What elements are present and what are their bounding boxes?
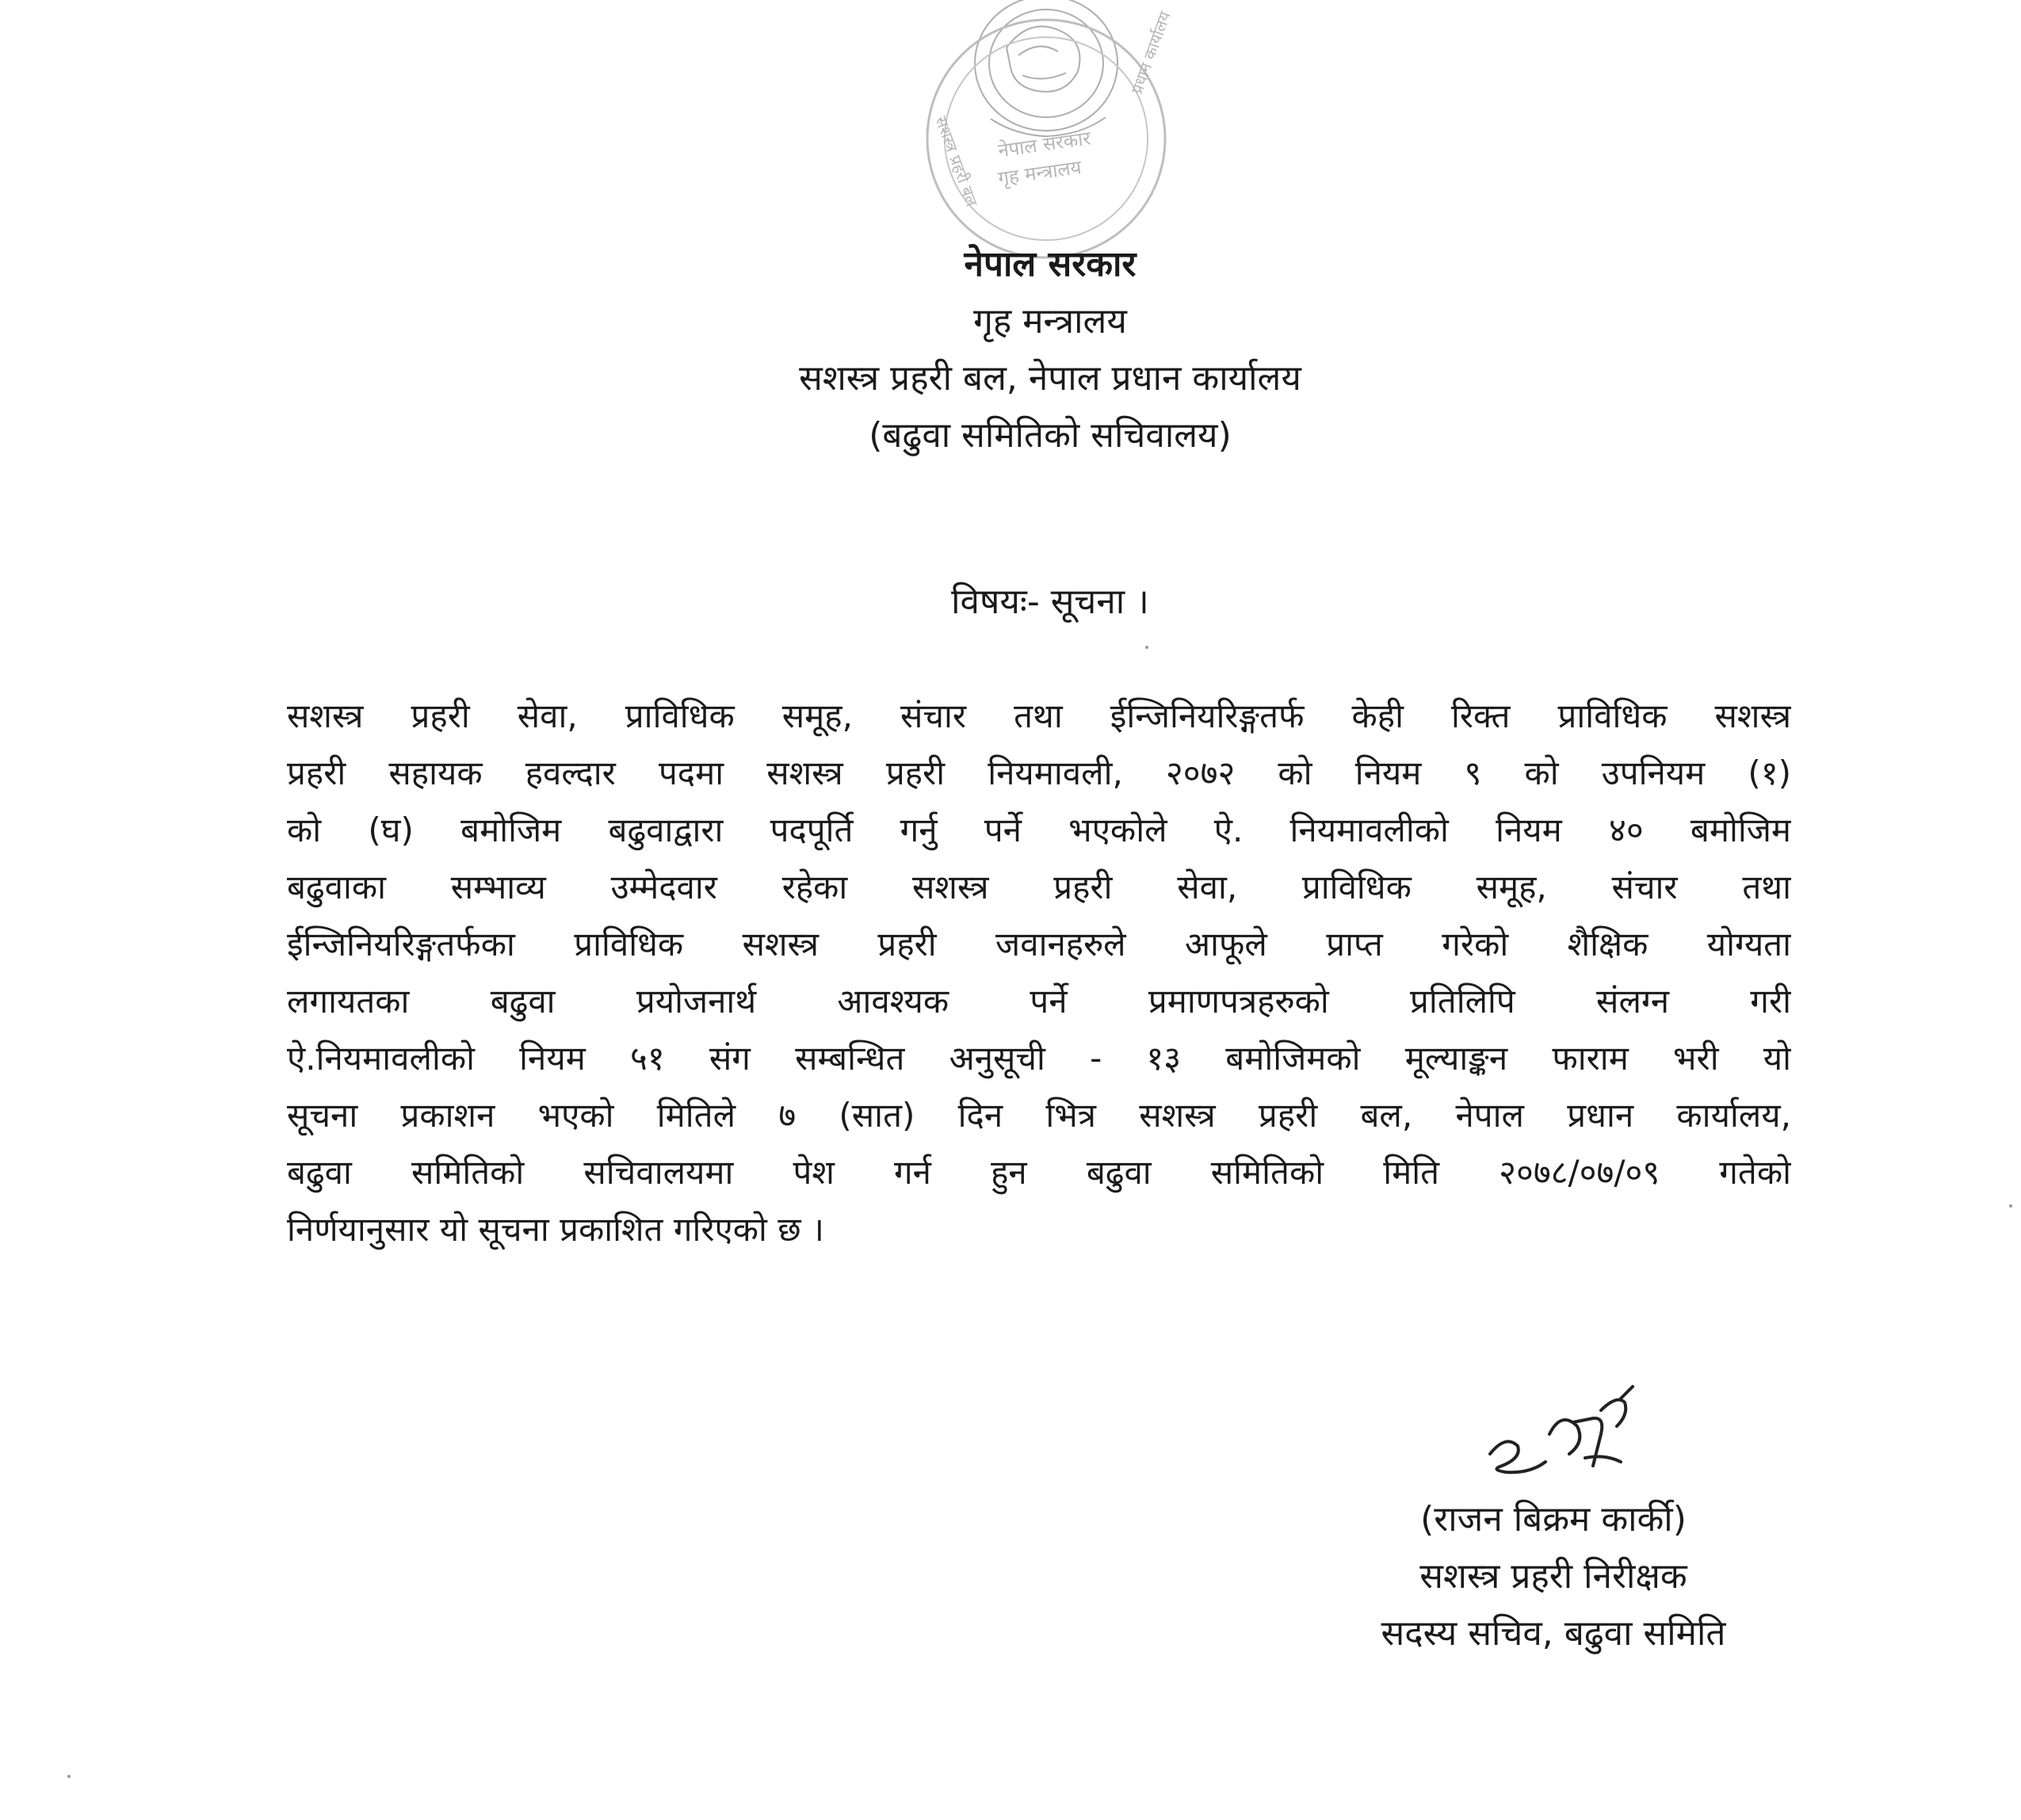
- subject-line: विषयः- सूचना ।: [951, 582, 1149, 622]
- government-seal-icon: [880, 0, 1213, 269]
- signatory-role: सदस्य सचिव, बढुवा समिति: [1381, 1613, 1726, 1654]
- svg-text:प्रधान कार्यालय: प्रधान कार्यालय: [1127, 9, 1175, 97]
- body-line: प्रहरी सहायक हवल्दार पदमा सशस्त्र प्रहरी नियमावली, २०७२ को नियम ९ को उपनियम (१): [287, 754, 1791, 792]
- scan-speck: [67, 1775, 71, 1778]
- office-title: सशस्त्र प्रहरी बल, नेपाल प्रधान कार्यालय: [799, 358, 1301, 399]
- signatory-rank: सशस्त्र प्रहरी निरीक्षक: [1419, 1556, 1687, 1597]
- notice-body: [287, 688, 1791, 1258]
- svg-text:नेपाल सरकार: नेपाल सरकार: [996, 127, 1092, 162]
- secretariat-title: (बढुवा समितिको सचिवालय): [869, 415, 1232, 456]
- body-line: निर्णयानुसार यो सूचना प्रकाशित गरिएको छ ।: [287, 1210, 824, 1249]
- handwritten-signature: [1474, 1379, 1664, 1498]
- body-line: सूचना प्रकाशन भएको मितिले ७ (सात) दिन भित्र सशस्त्र प्रहरी बल, नेपाल प्रधान कार्यालय,: [287, 1096, 1791, 1135]
- scan-speck: [2009, 1204, 2012, 1208]
- svg-text:गृह मन्त्रालय: गृह मन्त्रालय: [996, 155, 1083, 190]
- body-line: सशस्त्र प्रहरी सेवा, प्राविधिक समूह, संचार तथा ईन्जिनियरिङ्गतर्फ केही रिक्त प्राविधिक सशस्त्र: [287, 696, 1791, 735]
- body-line: बढुवा समितिको सचिवालयमा पेश गर्न हुन बढुवा समितिको मिति २०७८/०७/०९ गतेको: [287, 1153, 1791, 1192]
- scan-speck: [1145, 646, 1148, 649]
- svg-text:सशस्त्र प्रहरी बल: सशस्त्र प्रहरी बल: [931, 113, 982, 209]
- body-line: लगायतका बढुवा प्रयोजनार्थ आवश्यक पर्ने प्रमाणपत्रहरुको प्रतिलिपि संलग्न गरी: [287, 982, 1791, 1021]
- body-line: ईन्जिनियरिङ्गतर्फका प्राविधिक सशस्त्र प्रहरी जवानहरुले आफूले प्राप्त गरेको शैक्षिक योग्यता: [287, 925, 1791, 963]
- ministry-title: गृह मन्त्रालय: [973, 301, 1127, 341]
- body-line: ऐ.नियमावलीको नियम ५१ संग सम्बन्धित अनुसूची - १३ बमोजिमको मूल्याङ्कन फाराम भरी यो: [287, 1039, 1791, 1078]
- signatory-name: (राजन बिक्रम कार्की): [1420, 1499, 1687, 1540]
- body-line: को (घ) बमोजिम बढुवाद्वारा पदपूर्ति गर्नु पर्ने भएकोले ऐ. नियमावलीको नियम ४० बमोजिम: [287, 811, 1791, 849]
- body-line: बढुवाका सम्भाव्य उम्मेदवार रहेका सशस्त्र प्रहरी सेवा, प्राविधिक समूह, संचार तथा: [287, 868, 1791, 906]
- government-title: नेपाल सरकार: [964, 244, 1137, 284]
